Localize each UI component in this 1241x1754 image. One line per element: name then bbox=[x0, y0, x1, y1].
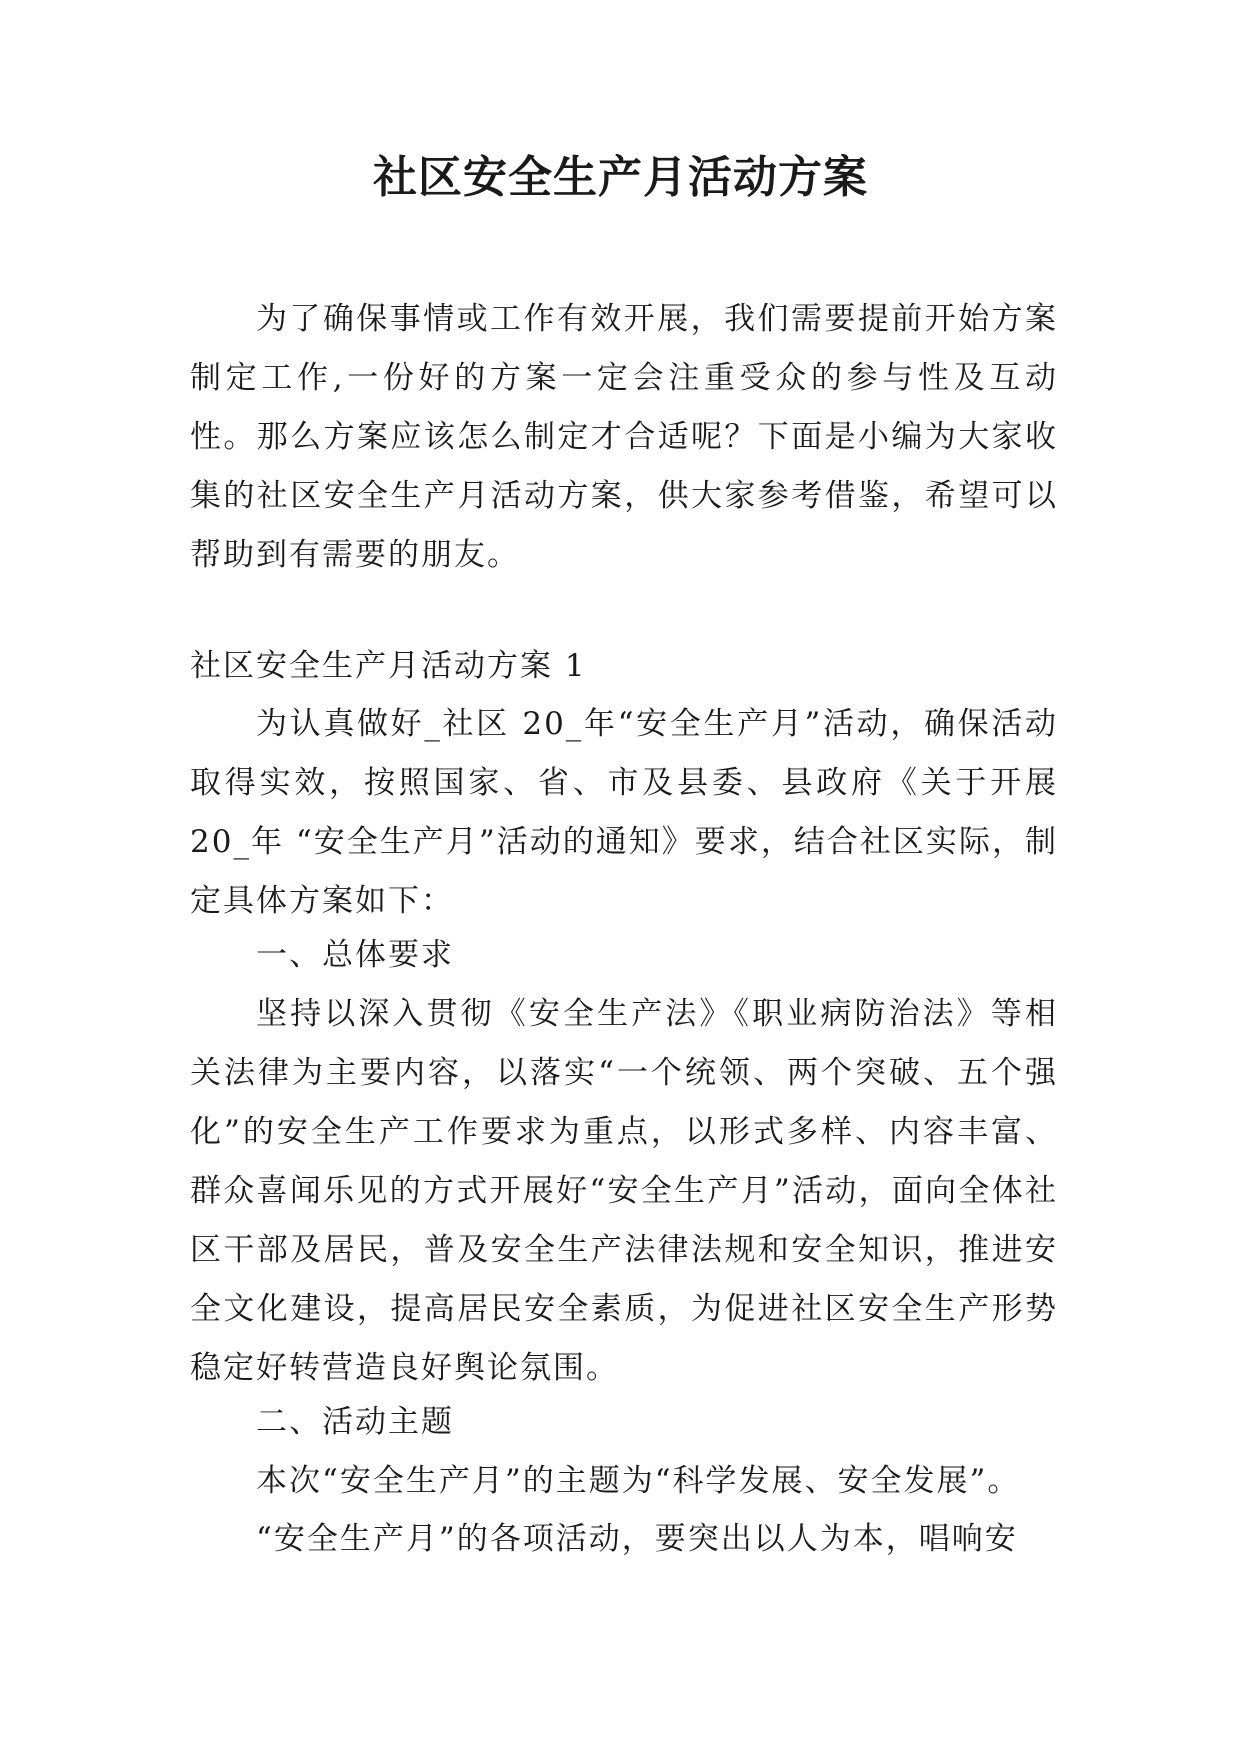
paragraph-1 bbox=[190, 695, 1058, 931]
heading-activity-theme bbox=[190, 1393, 1058, 1452]
heading-1-text: 一、总体要求 bbox=[256, 937, 454, 973]
paragraph-4-text: “安全生产月”的各项活动，要突出以人为本，唱响安 bbox=[256, 1521, 1018, 1557]
heading-2-text: 二、活动主题 bbox=[256, 1404, 454, 1440]
paragraph-3-text: 本次“安全生产月”的主题为“科学发展、安全发展”。 bbox=[256, 1463, 1021, 1499]
paragraph-4 bbox=[190, 1510, 1058, 1569]
paragraph-3 bbox=[190, 1452, 1058, 1511]
intro-paragraph bbox=[190, 290, 1058, 585]
section-title-text: 社区安全生产月活动方案 1 bbox=[190, 648, 587, 684]
section-title bbox=[190, 637, 1058, 696]
intro-text: 为了确保事情或工作有效开展，我们需要提前开始方案制定工作,一份好的方案一定会注重受众的参与性及互动性。那么方案应该怎么制定才合适呢？下面是小编为大家收集的社区安全生产月活动方案，供大家参考借鉴，希望可以帮助到有需要的朋友。 bbox=[190, 301, 1058, 573]
paragraph-2-text: 坚持以深入贯彻《安全生产法》《职业病防治法》等相关法律为主要内容，以落实“一个统领、两个突破、五个强化”的安全生产工作要求为重点，以形式多样、内容丰富、群众喜闻乐见的方式开展好“安全生产月”活动，面向全体社区干部及居民，普及安全生产法律法规和安全知识，推进安全文化建设，提高居民安全素质，为促进社区安全生产形势稳定好转营造良好舆论氛围。 bbox=[190, 996, 1058, 1386]
document-title: 社区安全生产月活动方案 bbox=[373, 152, 868, 203]
paragraph-2 bbox=[190, 985, 1058, 1398]
paragraph-1-text: 为认真做好_社区 20_年“安全生产月”活动，确保活动取得实效，按照国家、省、市及县委、县政府《关于开展 20_年 “安全生产月”活动的通知》要求，结合社区实际，制定具体方案如下： bbox=[190, 706, 1058, 919]
heading-general-requirements bbox=[190, 926, 1058, 985]
